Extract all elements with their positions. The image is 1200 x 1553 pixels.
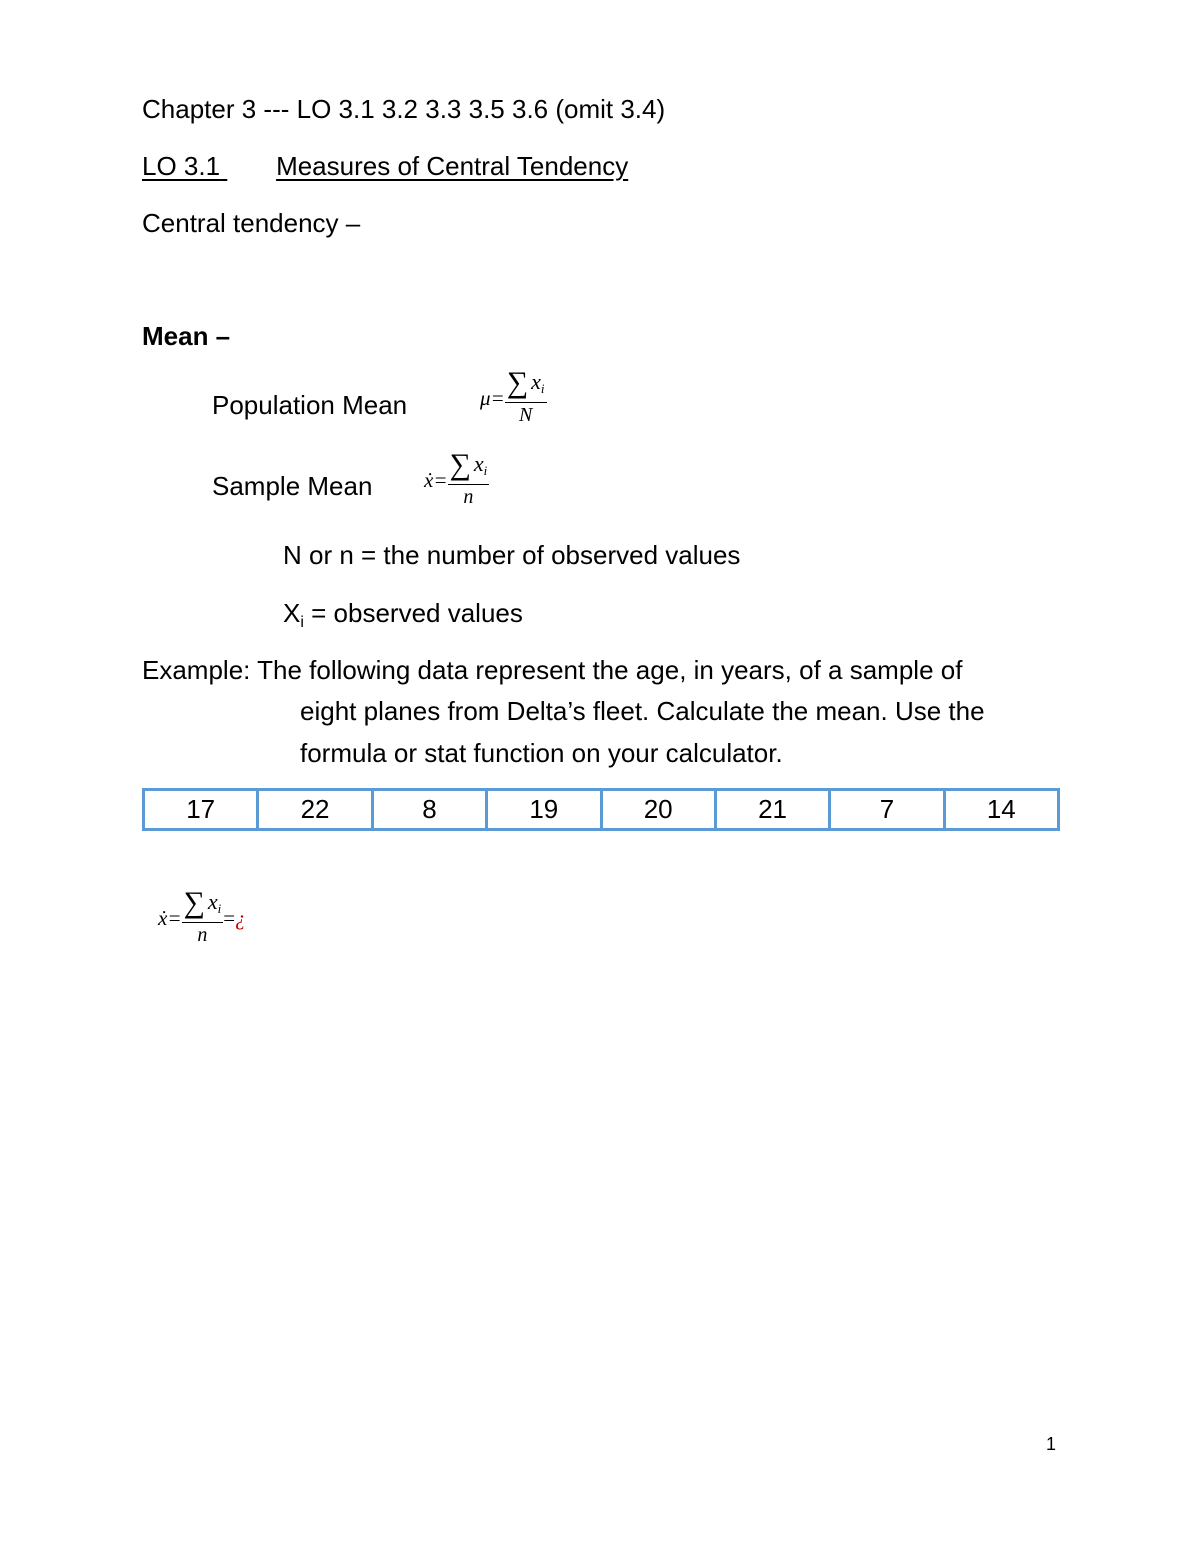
page-number: 1 bbox=[1046, 1434, 1057, 1454]
xi-subscript: i bbox=[300, 614, 304, 631]
table-row bbox=[144, 790, 1059, 830]
table-cell: 14 bbox=[944, 790, 1058, 830]
sample-mean-label: Sample Mean bbox=[212, 471, 373, 501]
numerator-variable: x bbox=[207, 889, 218, 914]
population-mean-label: Population Mean bbox=[212, 390, 408, 420]
example-line-2: eight planes from Delta’s fleet. Calculate the mean. Use the bbox=[300, 696, 985, 726]
answer-formula bbox=[158, 886, 246, 947]
sample-denominator: n bbox=[463, 486, 474, 508]
lo-label: LO 3.1 bbox=[142, 151, 221, 181]
population-mean-formula bbox=[480, 366, 547, 427]
age-data-table bbox=[142, 788, 1060, 831]
chapter-title: Chapter 3 --- LO 3.1 3.2 3.3 3.5 3.6 (omit 3.4) bbox=[142, 94, 666, 124]
table-cell: 19 bbox=[487, 790, 601, 830]
lo-heading bbox=[142, 150, 628, 182]
lo-title: Measures of Central Tendency bbox=[276, 151, 629, 181]
numerator-subscript: i bbox=[540, 381, 545, 396]
numerator-variable: x bbox=[531, 369, 541, 394]
table-cell: 22 bbox=[258, 790, 372, 830]
table-cell: 21 bbox=[715, 790, 829, 830]
numerator-variable: x bbox=[473, 451, 484, 476]
population-denominator: N bbox=[518, 404, 533, 426]
answer-result-glyph: ¿ bbox=[235, 906, 246, 930]
sample-fraction bbox=[448, 448, 490, 509]
numerator-subscript: i bbox=[217, 901, 222, 916]
sigma-symbol: ∑ bbox=[183, 886, 205, 919]
sample-numerator bbox=[448, 448, 490, 485]
definition-n: N or n = the number of observed values bbox=[283, 540, 741, 570]
table-cell: 20 bbox=[601, 790, 715, 830]
numerator-subscript: i bbox=[483, 463, 488, 478]
definition-xi bbox=[283, 597, 523, 639]
example-line-3: formula or stat function on your calculator. bbox=[300, 738, 783, 768]
table-cell: 8 bbox=[372, 790, 486, 830]
table-cell: 7 bbox=[830, 790, 944, 830]
answer-denominator: n bbox=[197, 924, 208, 946]
population-numerator bbox=[505, 366, 547, 403]
sample-mean-formula bbox=[424, 448, 489, 509]
sigma-symbol: ∑ bbox=[449, 448, 471, 481]
heading-tab-gap bbox=[220, 150, 276, 182]
answer-equals: = bbox=[223, 906, 236, 930]
population-lhs: μ= bbox=[480, 386, 505, 410]
population-fraction bbox=[505, 366, 547, 427]
answer-lhs: ẋ= bbox=[158, 906, 182, 930]
sigma-symbol: ∑ bbox=[506, 366, 529, 399]
answer-fraction bbox=[182, 886, 224, 947]
central-tendency-label: Central tendency – bbox=[142, 208, 361, 238]
mean-label: Mean – bbox=[142, 321, 231, 351]
answer-numerator bbox=[182, 886, 224, 923]
example-line-1: Example: The following data represent the age, in years, of a sample of bbox=[142, 655, 963, 685]
xi-rest: = observed values bbox=[303, 598, 523, 628]
xi-main: X bbox=[283, 598, 301, 628]
sample-lhs: ẋ= bbox=[424, 468, 448, 492]
table-cell: 17 bbox=[144, 790, 258, 830]
